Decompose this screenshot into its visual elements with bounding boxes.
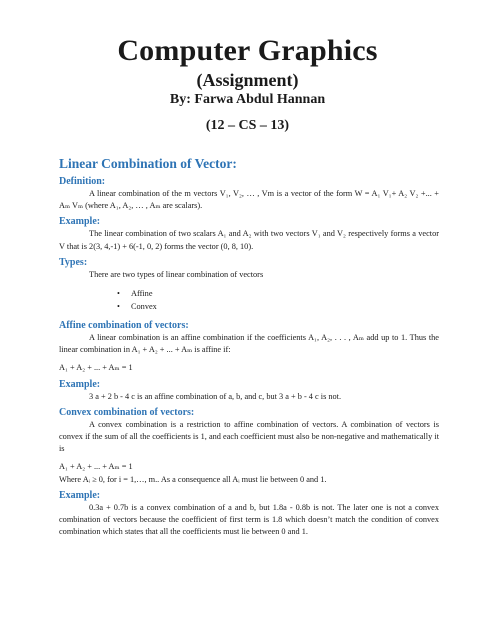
- affine-formula: A₁ + A₂ + ... + Aₘ = 1: [59, 363, 133, 373]
- author-line: By: Farwa Abdul Hannan: [169, 92, 326, 107]
- section-heading: Linear Combination of Vector:: [59, 156, 237, 171]
- document-body: [59, 155, 439, 538]
- convex-text: A convex combination is a restriction to affine combination of vectors. A combination of vectors is convex if the sum of all the coefficients is 1, and each coefficient must also be non-negative and mathematically it is: [59, 419, 439, 454]
- convex-formula: A₁ + A₂ + ... + Aₘ = 1: [59, 462, 133, 472]
- affine-text: A linear combination is an affine combination if the coefficients A₁, A₂, . . . , Aₘ add up to 1. Thus the linear combination in A₁ + A₂ + ... + Aₘ is affine if:: [59, 333, 439, 355]
- convex-heading: Convex combination of vectors:: [59, 406, 195, 418]
- convex-example-heading: Example:: [59, 489, 101, 501]
- types-text: There are two types of linear combination of vectors: [89, 269, 264, 279]
- list-item: • Affine: [117, 287, 439, 300]
- affine-example-text: 3 a + 2 b - 4 c is an affine combination of a, b, and c, but 3 a + b - 4 c is not.: [89, 391, 342, 401]
- affine-example-heading: Example:: [59, 378, 101, 390]
- document-title: Computer Graphics: [117, 34, 378, 67]
- convex-example-text: 0.3a + 0.7b is a convex combination of a and b, but 1.8a - 0.8b is not. The later one is not a convex combination of vectors because the coefficient of first term is 1.8 which doesn’t match the condition of convex combination which states that all the coefficients must lie between 0 and 1.: [59, 502, 439, 537]
- affine-heading: Affine combination of vectors:: [59, 320, 189, 332]
- list-item: • Convex: [117, 300, 439, 313]
- example-heading: Example:: [59, 216, 101, 228]
- definition-heading: Definition:: [59, 176, 106, 187]
- document-subtitle: (Assignment): [196, 70, 299, 90]
- roll-number: (12 – CS – 13): [205, 118, 290, 133]
- definition-text: A linear combination of the m vectors V₁, V₂, … , Vm is a vector of the form W = A₁ V₁+ A₂ V₂ +... + Aₘ Vₘ (where A₁, A₂, … , Aₘ are scalars).: [59, 189, 439, 211]
- example-text: The linear combination of two scalars A₁ and A₂ with two vectors V₁ and V₂ respectively forms a vector V that is 2(3, 4,-1) + 6(-1, 0, 2) forms the vector (0, 8, 10).: [59, 229, 439, 251]
- convex-where-text: Where Aᵢ ≥ 0, for i = 1,…, m.. As a consequence all Aᵢ must lie between 0 and 1.: [59, 474, 327, 484]
- types-list: [117, 287, 439, 313]
- types-heading: Types:: [59, 256, 88, 268]
